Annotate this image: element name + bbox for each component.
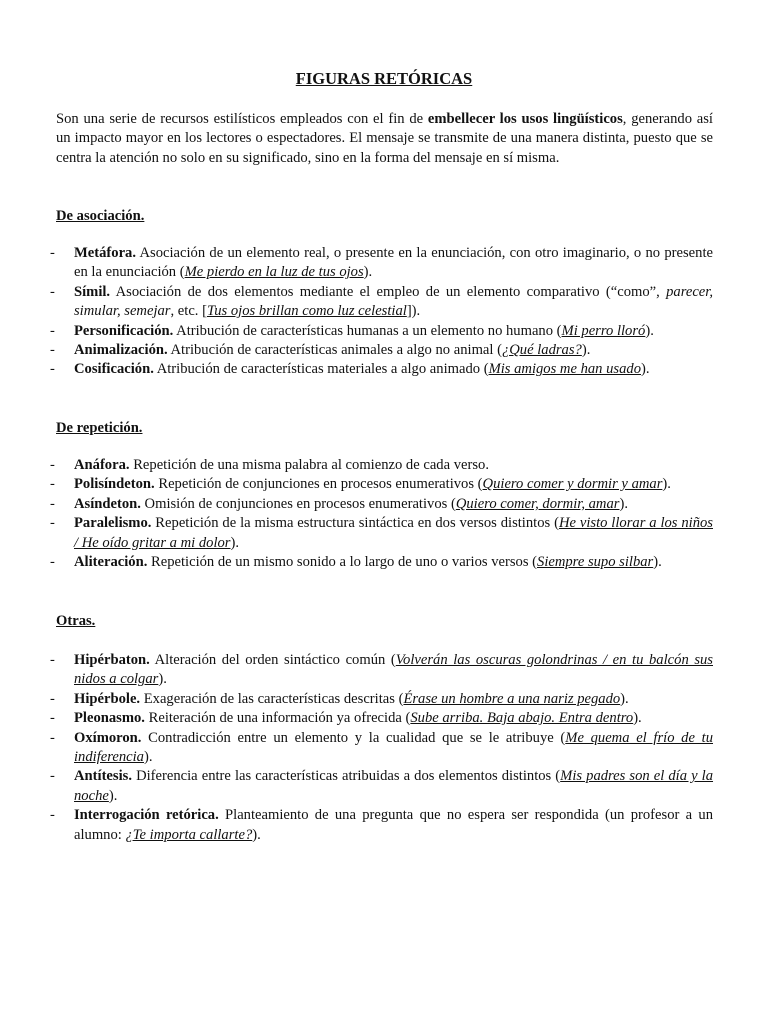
example: Mis amigos me han usado	[488, 361, 641, 378]
term: Hipérbaton.	[74, 652, 150, 668]
dash-bullet: -	[50, 342, 55, 359]
intro-text-start: Son una serie de recursos estilísticos empleados con el fin de	[56, 111, 428, 127]
term: Asíndeton.	[74, 495, 141, 512]
term: Animalización.	[74, 342, 168, 359]
example: He visto llorar a los niños / He oído gritar a mi dolor	[74, 515, 713, 551]
closing: ).	[633, 710, 642, 727]
definition: Asociación de dos elementos mediante el empleo de un elemento comparativo (“como”,	[110, 283, 667, 300]
term: Cosificación.	[74, 361, 154, 378]
dash-bullet: -	[50, 495, 55, 512]
term: Paralelismo.	[74, 515, 152, 532]
section-heading-repeticion: De repetición.	[56, 420, 143, 436]
definition: Omisión de conjunciones en procesos enumerativos (	[140, 495, 456, 512]
definition: Repetición de la misma estructura sintáctica en dos versos distintos (	[151, 515, 559, 532]
example: ¿Te importa callarte?	[125, 826, 253, 843]
definition: Repetición de un mismo sonido a lo largo de uno o varios versos (	[147, 554, 538, 571]
example: Mis padres son el día y la noche	[74, 768, 714, 804]
term: Antítesis.	[74, 768, 132, 785]
definition: Reiteración de una información ya ofrecida (	[144, 710, 411, 727]
list-item-antitesis	[50, 767, 714, 806]
closing: ).	[230, 534, 239, 551]
dash-bullet: -	[50, 807, 55, 824]
closing: ).	[662, 476, 671, 493]
list-item-cosificacion	[50, 360, 713, 379]
list-item-simil	[50, 283, 713, 322]
section-heading-otras: Otras.	[56, 613, 96, 629]
example: Érase un hombre a una nariz pegado	[403, 690, 621, 707]
definition: Repetición de una misma palabra al comienzo de cada verso.	[129, 457, 489, 473]
intro-paragraph	[56, 110, 713, 168]
definition: Contradicción entre un elemento y la cualidad que se le atribuye (	[141, 729, 566, 746]
closing: ).	[645, 322, 654, 339]
list-asociacion	[50, 244, 713, 380]
term: Metáfora.	[74, 245, 136, 261]
intro-bold-phrase: embellecer los usos lingüísticos	[427, 111, 623, 127]
term: Símil.	[74, 283, 111, 300]
dash-bullet: -	[50, 361, 55, 378]
example: ¿Qué ladras?	[501, 342, 582, 359]
dash-bullet: -	[50, 652, 55, 668]
list-item-hiperbole	[50, 690, 713, 709]
closing: ).	[619, 495, 628, 512]
example: Mi perro lloró	[561, 322, 646, 339]
definition: Atribución de características animales a algo no animal (	[167, 342, 502, 359]
list-item-pleonasmo	[50, 709, 713, 728]
term: Interrogación retórica.	[74, 807, 219, 824]
closing: ).	[620, 690, 629, 707]
dash-bullet: -	[50, 515, 55, 532]
closing: ]).	[406, 303, 421, 320]
closing: ).	[158, 671, 167, 688]
dash-bullet: -	[50, 322, 55, 339]
example: Tus ojos brillan como luz celestial	[206, 303, 407, 320]
dash-bullet: -	[50, 245, 55, 261]
intro-text-end: , generando así un impacto mayor en los lectores o espectadores. El mensaje se transmite de una manera distinta, puesto que se centra la atención no solo en su significado, sino en la forma del mensaje en sí misma.	[56, 111, 713, 166]
closing: ).	[252, 826, 261, 843]
list-item-paralelismo	[50, 514, 713, 553]
definition: Planteamiento de una pregunta que no espera ser respondida (un profesor a un alumno:	[74, 807, 713, 843]
term: Aliteración.	[74, 554, 148, 571]
dash-bullet: -	[50, 710, 55, 727]
term: Personificación.	[74, 322, 174, 339]
dash-bullet: -	[50, 768, 55, 785]
closing: ).	[143, 749, 153, 766]
definition: Asociación de un elemento real, o presente en la enunciación, con otro imaginario, o no presente en la enunciación (	[74, 245, 713, 281]
definition: Diferencia entre las características atribuidas a dos elementos distintos (	[131, 768, 561, 785]
term: Anáfora.	[74, 457, 130, 473]
term: Hipérbole.	[74, 690, 141, 707]
example: Sube arriba. Baja abajo. Entra dentro	[410, 710, 634, 727]
list-otras	[50, 651, 714, 845]
closing: ).	[641, 361, 650, 378]
list-repeticion	[50, 456, 713, 572]
list-item-oximoron	[50, 729, 713, 768]
example: Me quema el frío de tu indiferencia	[74, 729, 713, 766]
dash-bullet: -	[50, 554, 55, 571]
term: Polisíndeton.	[74, 476, 155, 493]
list-item-hiperbaton	[50, 651, 713, 690]
example: Siempre supo silbar	[537, 554, 654, 571]
list-item-interrogacion-retorica	[50, 806, 713, 845]
definition: Atribución de características materiales a algo animado (	[153, 361, 489, 378]
example: Quiero comer y dormir y amar	[482, 476, 663, 493]
example: Quiero comer, dormir, amar	[455, 495, 620, 512]
page-title: FIGURAS RETÓRICAS	[295, 69, 473, 88]
closing: ).	[363, 264, 373, 281]
definition: Repetición de conjunciones en procesos enumerativos (	[154, 476, 483, 493]
dash-bullet: -	[50, 457, 55, 473]
closing: ).	[108, 787, 118, 804]
list-item-aliteracion	[50, 553, 713, 572]
definition: Exageración de las características descritas (	[140, 690, 404, 707]
term: Pleonasmo.	[74, 710, 145, 727]
list-item-metafora	[50, 244, 713, 283]
list-item-personificacion	[50, 322, 713, 341]
dash-bullet: -	[50, 729, 55, 746]
term: Oxímoron.	[74, 729, 142, 746]
definition: Alteración del orden sintáctico común (	[149, 652, 396, 668]
closing: ).	[581, 342, 591, 359]
list-item-asindeton	[50, 495, 713, 514]
list-item-animalizacion	[50, 341, 713, 360]
definition: Atribución de características humanas a un elemento no humano (	[173, 322, 562, 339]
dash-bullet: -	[50, 283, 55, 300]
dash-bullet: -	[50, 476, 55, 493]
verb-list: parecer, simular, semejar	[74, 283, 713, 320]
dash-bullet: -	[50, 690, 55, 707]
definition-cont: , etc. [	[170, 303, 207, 320]
section-heading-asociacion: De asociación.	[56, 208, 145, 224]
list-item-polisindeton	[50, 475, 713, 494]
closing: ).	[653, 554, 662, 571]
list-item-anafora	[50, 456, 713, 475]
example: Me pierdo en la luz de tus ojos	[184, 264, 364, 281]
example: Volverán las oscuras golondrinas / en tu balcón sus nidos a colgar	[74, 652, 713, 688]
